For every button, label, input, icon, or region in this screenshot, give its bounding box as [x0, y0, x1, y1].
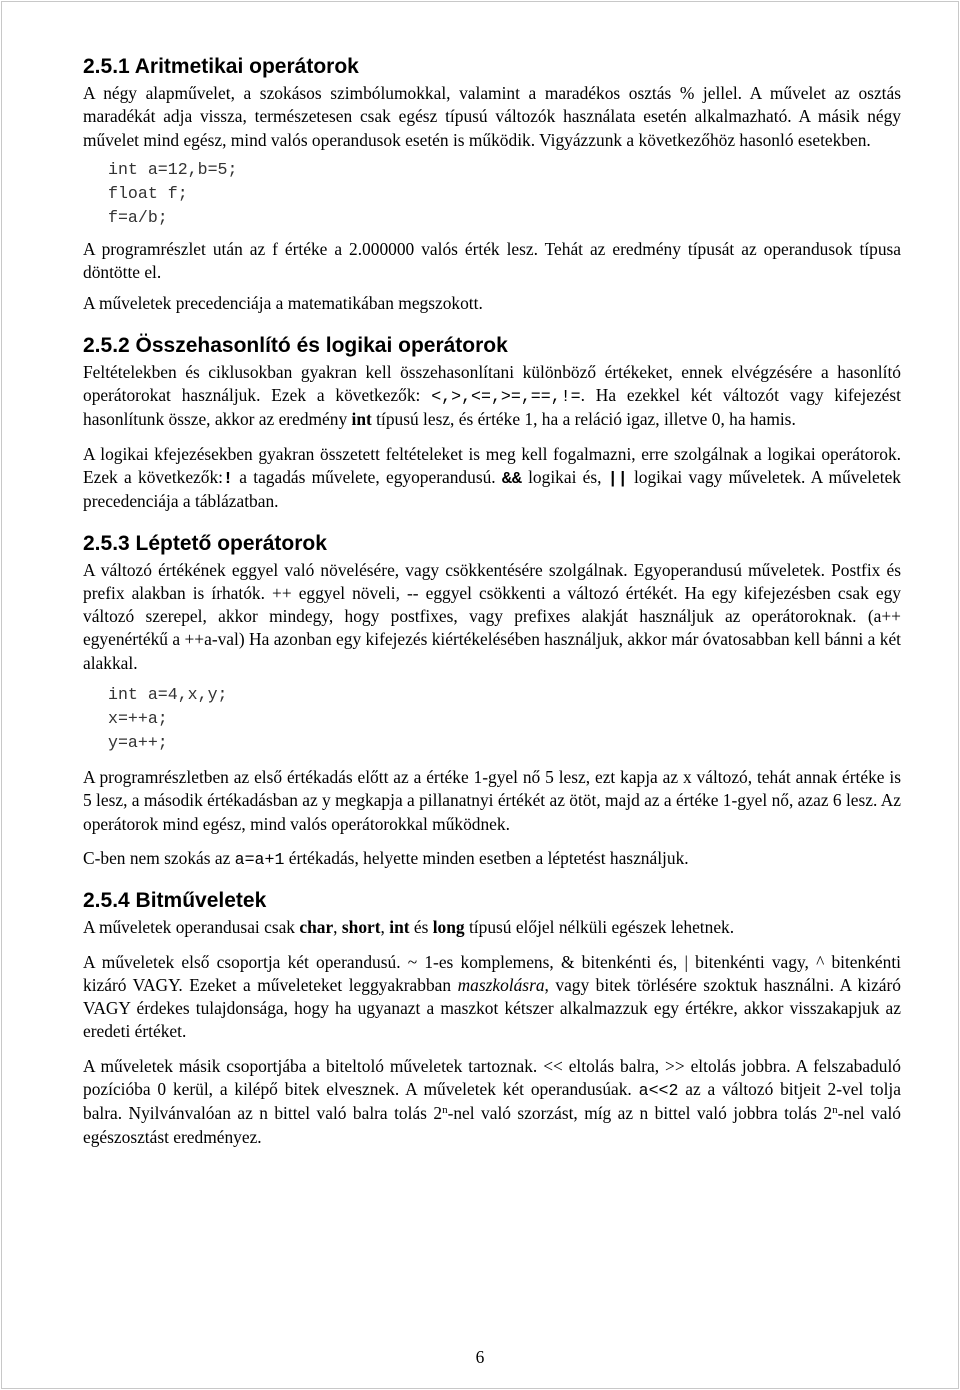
inline-code: a=a+1 [234, 849, 285, 869]
paragraph: A négy alapművelet, a szokásos szimbólumokkal, valamint a maradékos osztás % jellel. A művelet az osztás maradékát adja vissza, természetesen csak egész típusú változók használata esetén alkalmazható. A másik négy művelet mind egész, mind valós operandusok esetén is működik. Vigyázzunk a következőhöz hasonló esetekben. [83, 83, 901, 150]
keyword: long [432, 917, 465, 938]
keyword: int [351, 409, 372, 430]
paragraph: C-ben nem szokás az a=a+1 értékadás, helyette minden esetben a léptetést használjuk. [83, 847, 689, 869]
paragraph: A műveletek másik csoportjába a biteltoló műveletek tartoznak. << eltolás balra, >> eltolás jobbra. A felszabaduló pozícióba 0 kerül, a kilépő bitek elvesznek. A műveletek két operandusúak. a<<2 az a változó bitjeit 2-vel tolja balra. Nyilvánvalóan az n bittel való balra tolás 2$^n$-nel való szorzást, míg az n bittel való jobbra tolás 2$^n$-nel való egészosztást eredményez. [83, 1055, 901, 1147]
code-line: float f; [108, 183, 188, 203]
document-body [83, 52, 901, 1149]
code-line: int a=4,x,y; [108, 685, 228, 705]
section-heading-bitmuveletek: 2.5.4 Bitműveletek [83, 889, 267, 913]
keyword: char [299, 917, 334, 938]
code-line: int a=12,b=5; [108, 159, 238, 179]
inline-code: <,>,<=,>=,==,!= [431, 387, 581, 407]
code-line: f=a/b; [108, 207, 168, 227]
paragraph: A változó értékének eggyel való növelésére, vagy csökkentésére szolgálnak. Egyoperandusú műveletek. Postfix és prefix alakban is írhatók. ++ eggyel növeli, -- eggyel csökkenti a változó értékét. Ha egy kifejezésben csak egy változó szerepel, akkor mindegy, hogy postfixes, vagy prefixes alakját használjuk az operátoroknak. (a++ egyenértékű a ++a-val) Ha azonban egy kifejezés kiértékelésében használjuk, akkor már óvatosabban kell bánni a két alakkal. [83, 559, 901, 673]
inline-code: ! [223, 468, 233, 488]
keyword: short [341, 917, 381, 938]
paragraph: A programrészletben az első értékadás előtt az a értéke 1-gyel nő 5 lesz, ezt kapja az x változó, tehát annak értéke is 5 lesz, a második értékadásban az y megkapja a pillanatnyi értékét az ötöt, majd az a értéke 1-gyel nő, azaz 6 lesz. Az operátorok mind egész, mind valós operátorokkal működnek. [83, 767, 901, 834]
section-heading-aritmetikai: 2.5.1 Aritmetikai operátorok [83, 55, 359, 78]
code-line: x=++a; [108, 709, 168, 729]
inline-code: a<<2 [638, 1081, 679, 1101]
section-heading-osszehasonlito: 2.5.2 Összehasonlító és logikai operátorok [83, 333, 508, 357]
paragraph: A műveletek operandusai csak char, short, int és long típusú előjel nélküli egészek lehetnek. [83, 917, 735, 938]
paragraph: A programrészlet után az f értéke a 2.000000 valós érték lesz. Tehát az eredmény típusát az operandusok típusa döntötte el. [83, 238, 901, 283]
paragraph: A műveletek első csoportja két operandusú. ~ 1-es komplemens, & bitenkénti és, | bitenkénti vagy, ^ bitenkénti kizáró VAGY. Ezeket a műveleteket leggyakrabban maszkolásra, vagy bitek törlésére szoktuk használni. A kizáró VAGY érdekes tulajdonsága, hogy ha ugyanazt a maszkot kétszer alkalmazzuk egy értékre, akkor visszakapjuk az eredeti értéket. [83, 951, 901, 1042]
code-block [108, 158, 901, 230]
paragraph: A logikai kfejezésekben gyakran összetett feltételeket is meg kell fogalmazni, erre szolgálnak a logikai operátorok. Ezek a következők:! a tagadás művelete, egyoperandusú. && logikai és, || logikai vagy műveletek. A műveletek precedenciája a táblázatban. [83, 443, 901, 512]
keyword: int [389, 917, 410, 938]
inline-code: && [501, 468, 522, 488]
emphasis: maszkolásra [457, 974, 545, 995]
code-line: y=a++; [108, 733, 168, 753]
superscript: n [832, 1104, 838, 1117]
inline-code: || [607, 468, 628, 488]
page-number: 6 [475, 1347, 485, 1367]
code-block [108, 683, 901, 755]
section-heading-lepteto: 2.5.3 Léptető operátorok [83, 531, 327, 555]
superscript: n [442, 1104, 448, 1117]
paragraph: A műveletek precedenciája a matematikában megszokott. [83, 293, 483, 314]
paragraph: Feltételekben és ciklusokban gyakran kell összehasonlítani különböző értékeket, ennek elvégzésére a hasonlító operátorokat használjuk. Ezek a következők: <,>,<=,>=,==,!=. Ha ezekkel két változót vagy kifejezést hasonlítunk össze, akkor az eredmény int típusú lesz, és értéke 1, ha a reláció igaz, illetve 0, ha hamis. [83, 361, 901, 430]
